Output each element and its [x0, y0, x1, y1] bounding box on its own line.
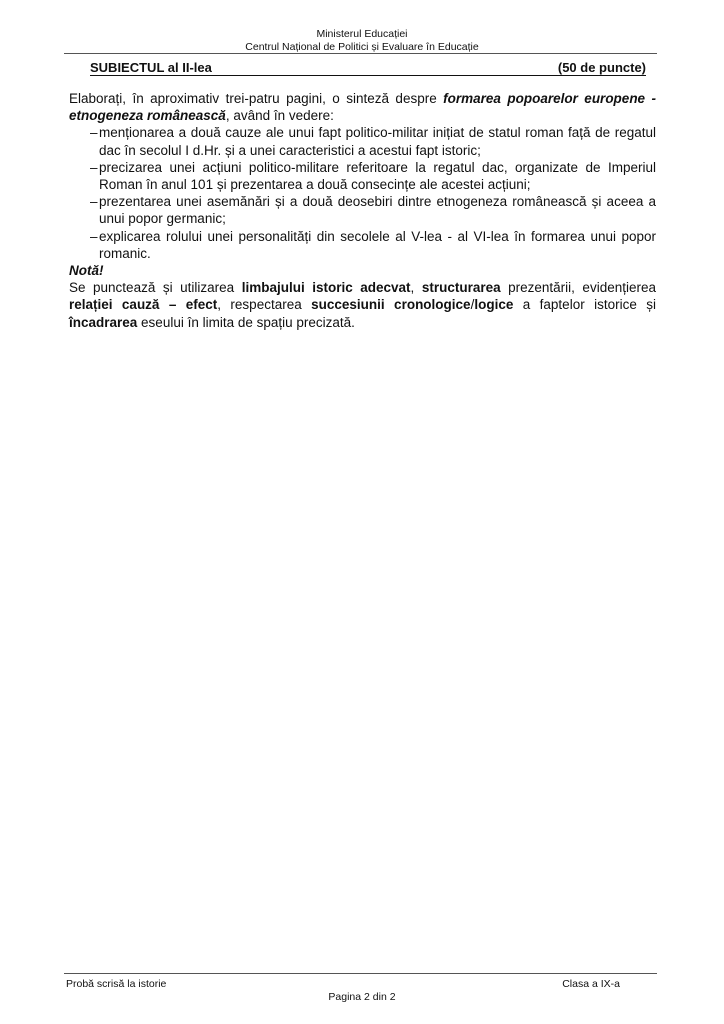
dash-bullet: – — [90, 125, 98, 141]
note-segment: , respectarea — [217, 297, 312, 313]
task-item — [69, 228, 656, 262]
subject-heading — [90, 59, 646, 77]
task-text: precizarea unei acțiuni politico-militare referitoare la regatul dac, organizate de Imperiul Roman în anul 101 și prezentarea a două consecințe ale acestei acțiuni; — [99, 159, 656, 193]
note-segment: prezentării, evidențierea — [500, 280, 656, 296]
dash-bullet: – — [90, 159, 98, 175]
footer-class: Clasa a IX-a — [562, 978, 620, 990]
task-item — [69, 193, 656, 227]
note-segment: , — [410, 280, 422, 296]
note-segment: / — [470, 297, 475, 313]
task-intro — [69, 90, 656, 124]
note-segment: Se punctează și utilizarea — [69, 280, 242, 296]
dash-bullet: – — [90, 228, 98, 244]
subject-underline — [90, 75, 646, 76]
header-divider — [64, 53, 657, 54]
intro-topic: formarea popoarelor europene - etnogeneza românească — [69, 91, 656, 124]
subject-points: (50 de puncte) — [557, 60, 646, 75]
intro-text-start: Elaborați, în aproximativ trei-patru pagini, o sinteză despre — [69, 91, 444, 106]
task-text: menționarea a două cauze ale unui fapt politico-militar inițiat de statul roman față de regatul dac în secolul I d.Hr. și a unei caracteristici a acestui fapt istoric; — [99, 125, 656, 158]
subject-title: SUBIECTUL al II-lea — [90, 60, 212, 75]
center-name: Centrul Național de Politici și Evaluare în Educație — [245, 41, 479, 53]
intro-text-end: , având în vedere: — [225, 108, 334, 124]
note-text — [69, 279, 656, 331]
note-segment: eseului în limita de spațiu precizată. — [137, 314, 355, 330]
ministry-name: Ministerul Educației — [316, 28, 408, 40]
footer-exam-name: Probă scrisă la istorie — [66, 978, 167, 990]
note-segment: a faptelor istorice și — [513, 297, 657, 313]
note-segment-bold: încadrarea — [69, 314, 138, 330]
footer-divider — [64, 973, 657, 974]
page-number: Pagina 2 din 2 — [328, 991, 396, 1003]
note-segment-bold: limbajului istoric adecvat — [241, 280, 411, 296]
exam-content — [69, 90, 656, 331]
note-title: Notă! — [69, 263, 104, 279]
note-segment-bold: logice — [474, 297, 514, 313]
task-text: prezentarea unei asemănări și a două deosebiri dintre etnogeneza românească și aceea a unui popor germanic; — [99, 194, 656, 227]
task-item — [69, 124, 656, 158]
task-item — [69, 159, 656, 193]
page-header — [0, 28, 724, 54]
task-text: explicarea rolului unei personalități din secolele al V-lea - al VI-lea în formarea unui popor romanic. — [99, 228, 656, 261]
dash-bullet: – — [90, 194, 98, 210]
note-segment-bold: succesiunii cronologice — [311, 297, 471, 313]
task-list — [69, 124, 656, 262]
note-segment-bold: relației cauză – efect — [69, 297, 218, 313]
note-segment-bold: structurarea — [421, 280, 501, 296]
